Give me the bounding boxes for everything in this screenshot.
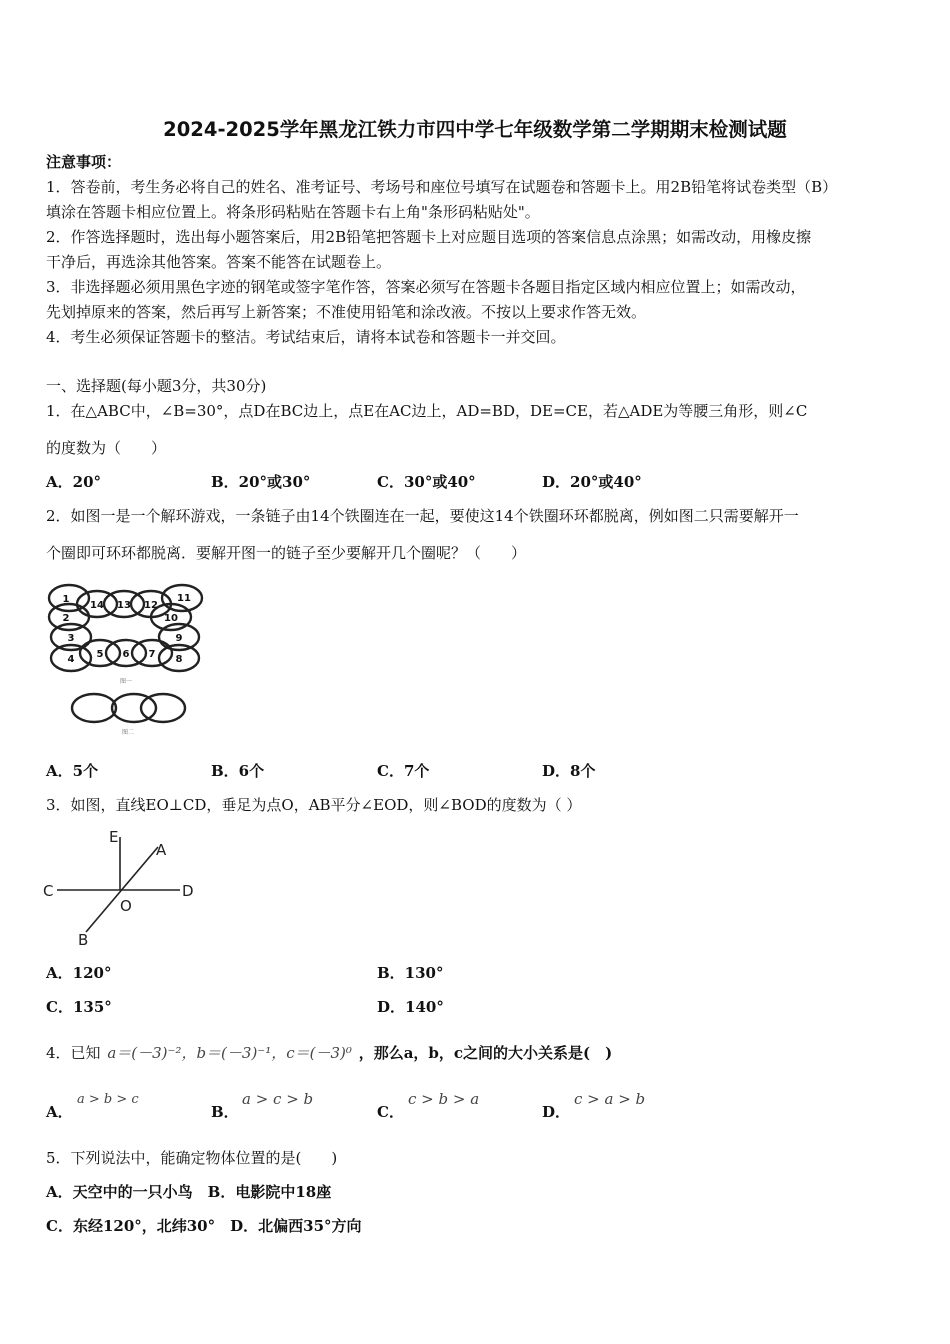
ring-label: 11 [177,593,191,604]
question-2-text: 2．如图一是一个解环游戏，一条链子由14个铁圈连在一起，要使这14个铁圈环环都脱离，例如图二只需要解开一 [46,507,799,525]
q4-option-b-label: B． [211,1103,239,1121]
q5-options-cd: C．东经120°，北纬30° D．北偏西35°方向 [46,1217,362,1235]
question-1-text: 1．在△ABC中，∠B=30°，点D在BC边上，点E在AC边上，AD=BD，DE=CE，若△ADE为等腰三角形，则∠C [46,402,808,420]
q4-option-c-label: C． [377,1103,404,1121]
ring-label: 4 [67,654,75,665]
notice-line: 2．作答选择题时，选出每小题答案后，用2B铅笔把答题卡上对应题目选项的答案信息点涂黑；如需改动，用橡皮擦 [46,228,812,246]
q3-option-b: B．130° [377,964,444,982]
ring-label: 2 [62,613,70,624]
section-heading: 一、选择题(每小题3分，共30分) [46,377,267,395]
label-o: O [120,897,132,915]
ring-label: 3 [67,633,75,644]
q2-option-b: B．6个 [211,762,265,780]
question-1-text-cont: 的度数为（ ） [46,439,167,457]
q4-option-d-label: D． [542,1103,571,1121]
question-4-text [46,1043,612,1063]
label-d: D [182,882,194,900]
ring-label: 9 [175,633,183,644]
q1-option-b: B．20°或30° [211,473,311,491]
notice-line: 干净后，再选涂其他答案。答案不能答在试题卷上。 [46,253,392,271]
ring [141,694,185,722]
label-c: C [43,882,54,900]
q1-option-c: C．30°或40° [377,473,476,491]
ring-label: 1 [62,594,70,605]
ring-label: 12 [144,600,158,611]
q4-formula: a＝(－3)⁻²，b＝(－3)⁻¹，c＝(－3)⁰ [107,1044,352,1062]
ring-chain-figure [44,582,214,740]
ring-label: 5 [96,649,104,660]
ring-label: 13 [117,600,131,611]
q3-option-d: D．140° [377,998,444,1016]
q2-option-d: D．8个 [542,762,596,780]
ring-label: 6 [122,649,130,660]
ring-label: 10 [164,613,178,624]
notice-line: 先划掉原来的答案，然后再写上新答案；不准使用铅笔和涂改液。不按以上要求作答无效。 [46,303,647,321]
q4-option-b-expr: a > c > b [242,1090,314,1108]
notice-line: 1．答卷前，考生务必将自己的姓名、准考证号、考场号和座位号填写在试题卷和答题卡上。用2B铅笔将试卷类型（B） [46,178,838,196]
q4-option-a-expr: a > b > c [77,1092,139,1107]
label-e: E [109,828,119,846]
notice-line: 3．非选择题必须用黑色字迹的钢笔或签字笔作答，答案必须写在答题卡各题目指定区域内相应位置上；如需改动， [46,278,806,296]
q5-options-ab: A．天空中的一只小鸟 B．电影院中18座 [46,1183,332,1201]
question-5-text: 5．下列说法中，能确定物体位置的是( ) [46,1149,338,1167]
perpendicular-lines-figure [40,825,205,950]
q1-option-a: A．20° [46,473,102,491]
ring-label: 14 [90,600,104,611]
q1-option-d: D．20°或40° [542,473,642,491]
label-a: A [156,841,167,859]
notice-line: 填涂在答题卡相应位置上。将条形码粘贴在答题卡右上角"条形码粘贴处"。 [46,203,540,221]
q4-option-c-expr: c > b > a [408,1090,480,1108]
q4-suffix: ，那么a，b，c之间的大小关系是( ) [358,1044,613,1062]
q3-option-a: A．120° [46,964,112,982]
question-3-text: 3．如图，直线EO⊥CD，垂足为点O，AB平分∠EOD，则∠BOD的度数为（ ） [46,796,582,814]
label-b: B [78,931,89,949]
q4-option-a-label: A． [46,1103,73,1121]
question-2-text-cont: 个圈即可环环都脱离．要解开图一的链子至少要解开几个圈呢？（ ） [46,544,527,562]
figure-caption: 图一 [119,678,133,685]
ring [72,694,116,722]
q3-option-c: C．135° [46,998,112,1016]
q4-prefix: 4．已知 [46,1044,101,1062]
notice-heading: 注意事项： [46,153,122,171]
q2-option-c: C．7个 [377,762,430,780]
q4-option-d-expr: c > a > b [574,1090,646,1108]
ring-label: 8 [175,654,183,665]
ring-label: 7 [148,649,156,660]
q2-option-a: A．5个 [46,762,99,780]
figure-caption: 图二 [121,729,135,736]
page-title: 2024-2025学年黑龙江铁力市四中学七年级数学第二学期期末检测试题 [163,118,787,141]
notice-line: 4．考生必须保证答题卡的整洁。考试结束后，请将本试卷和答题卡一并交回。 [46,328,566,346]
